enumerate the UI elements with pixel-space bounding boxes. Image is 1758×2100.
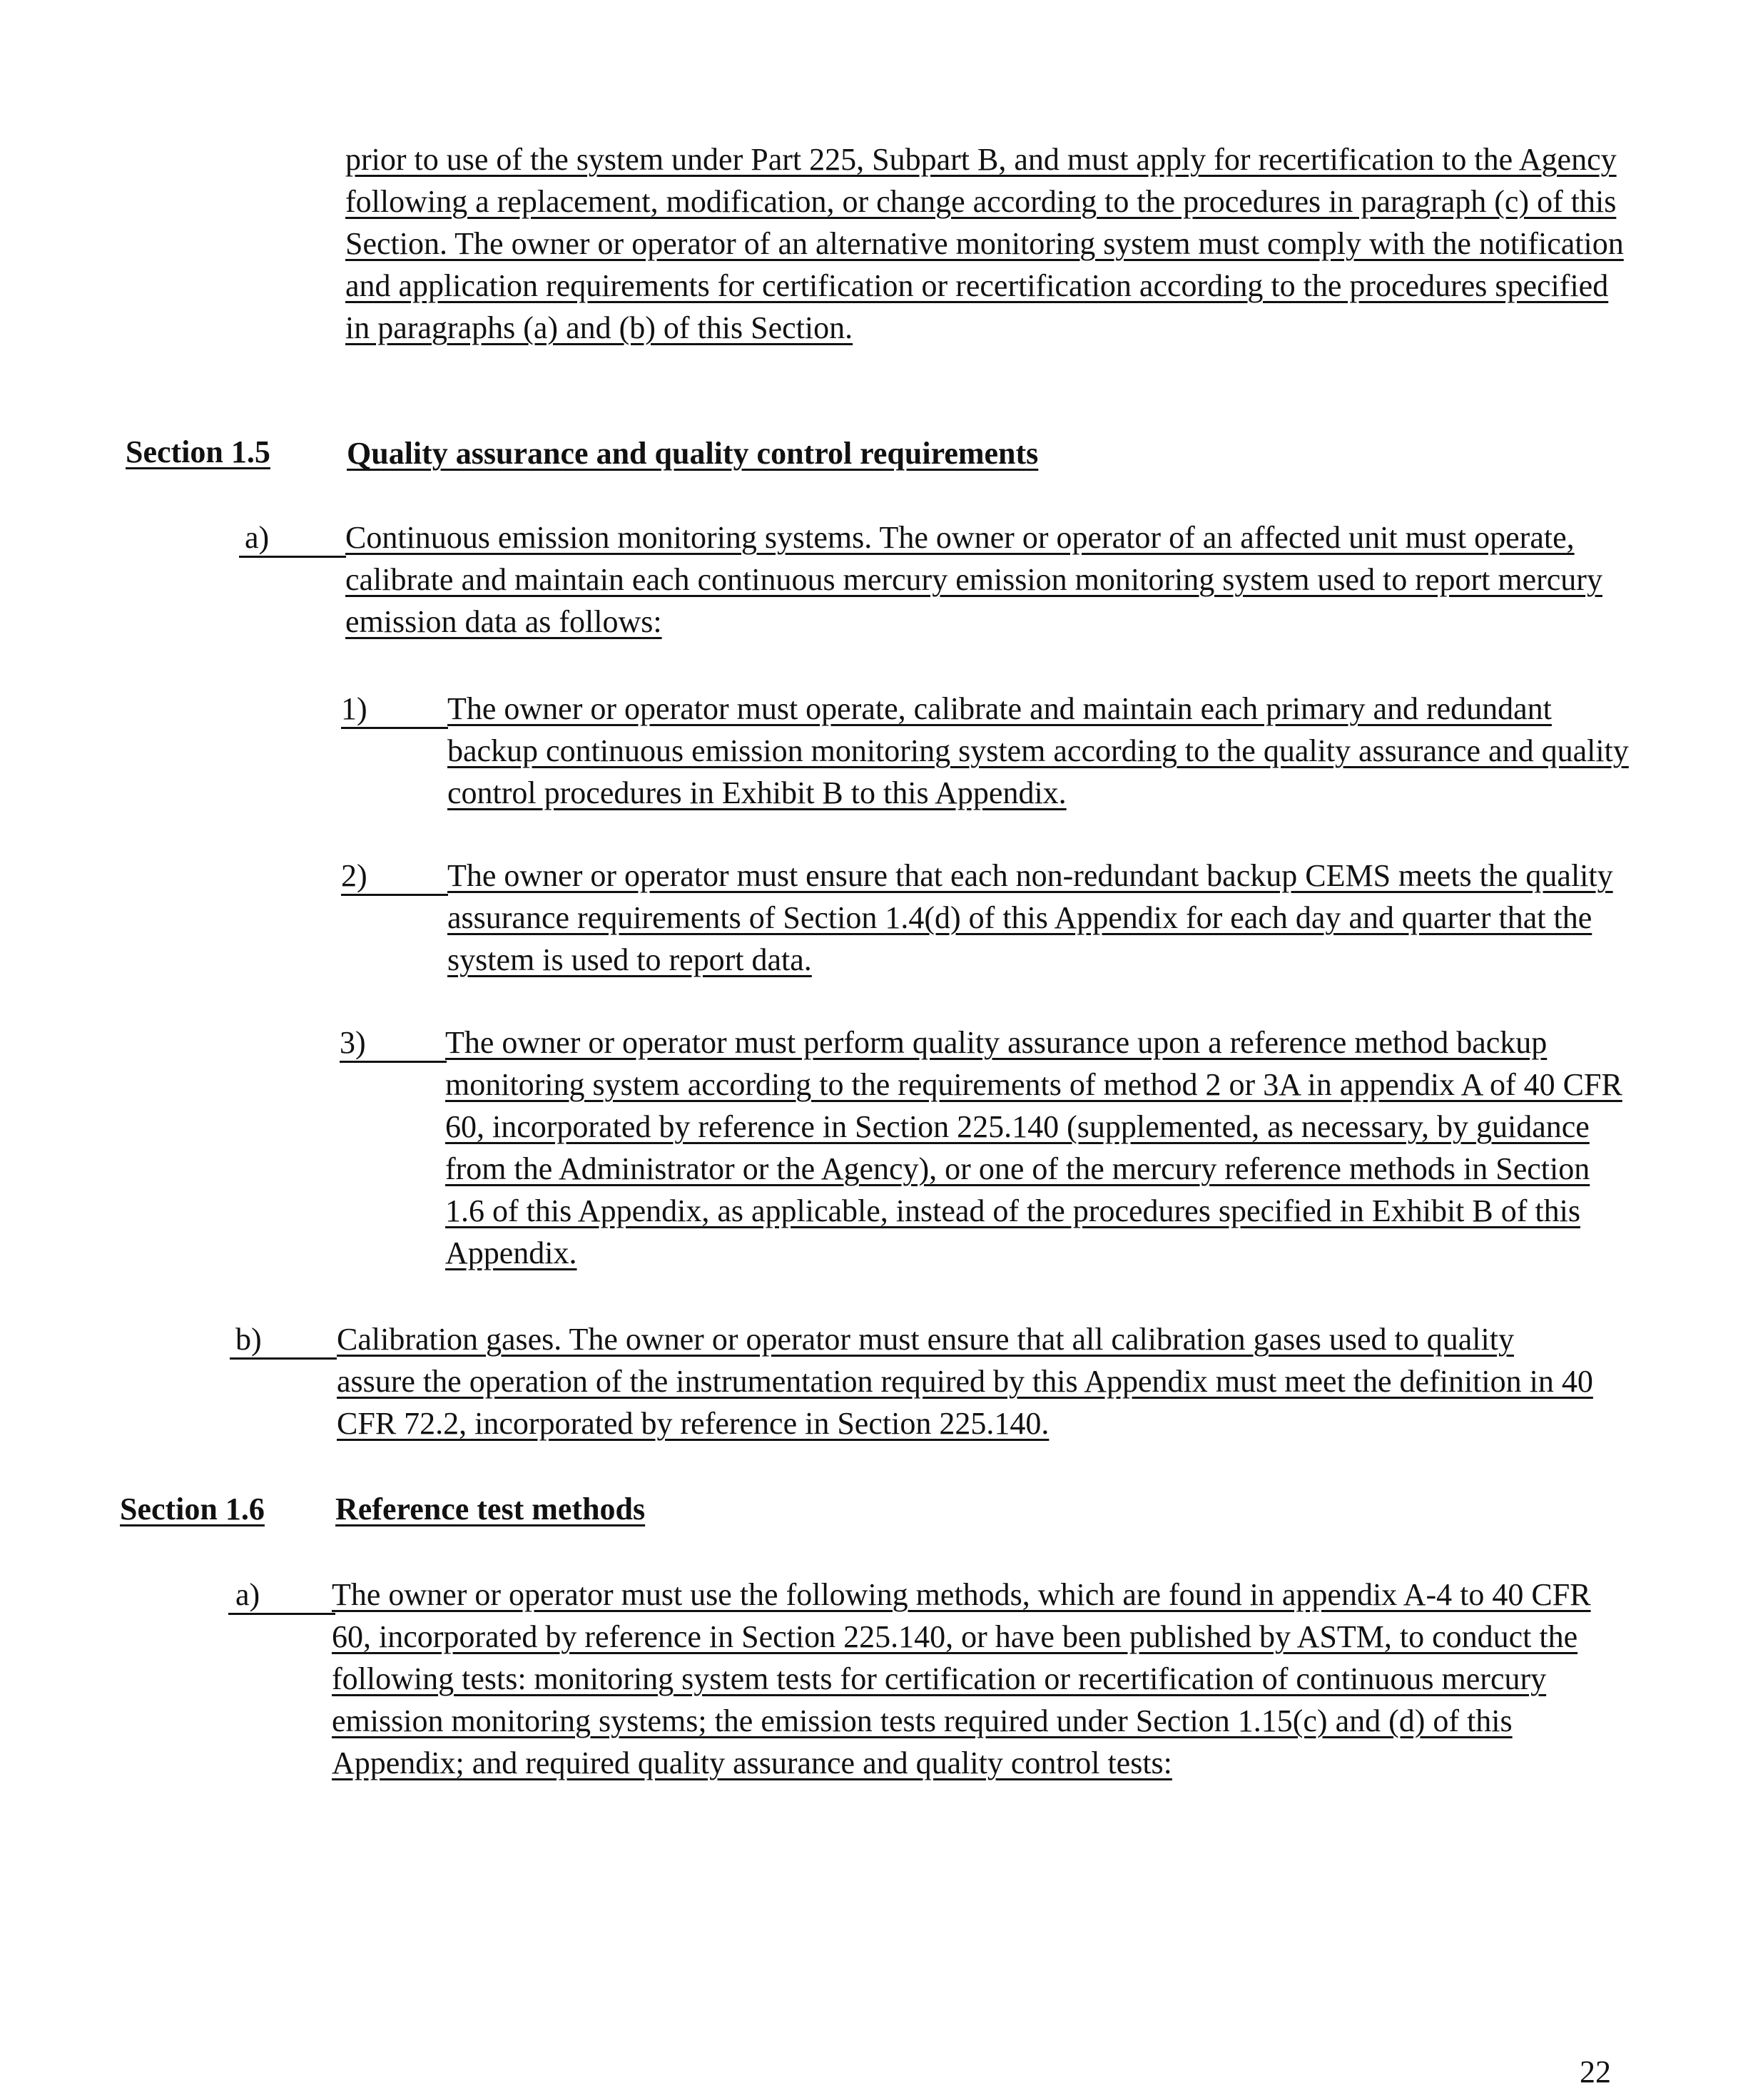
item-3-label: 3) [340,1021,447,1064]
section-1-5-b-label: b) [230,1318,337,1360]
section-1-5-b-paragraph: Calibration gases. The owner or operator must ensure that all calibration gases used to quality assure the operation of the instrumentation required by this Appendix must meet the definition in 40 CFR 72.2, incorporated by reference in Section 225.140. [337,1322,1593,1441]
item-1-paragraph: The owner or operator must operate, calibrate and maintain each primary and redundant backup continuous emission monitoring system according to the quality assurance and quality control procedures in Exhibit B to this Appendix. [447,691,1629,810]
page-number: 22 [1580,2054,1611,2089]
item-2-paragraph: The owner or operator must ensure that each non-redundant backup CEMS meets the quality assurance requirements of Section 1.4(d) of this Appendix for each day and quarter that the system is used to report data. [447,858,1613,977]
section-1-6-a-paragraph: The owner or operator must use the following methods, which are found in appendix A-4 to 40 CFR 60, incorporated by reference in Section 225.140, or have been published by ASTM, to conduct the following tests: monitoring system tests for certification or recertification of continuous mercury emission monitoring systems; the emission tests required under Section 1.15(c) and (d) of this Appendix; and required quality assurance and quality control tests: [332,1577,1591,1780]
section-1-6-title: Reference test methods [335,1492,646,1526]
section-1-5-number: Section 1.5 [126,434,270,469]
section-1-5-a-paragraph: Continuous emission monitoring systems. The owner or operator of an affected unit must operate, calibrate and maintain each continuous mercury emission monitoring system used to report mercury emission data as follows: [345,520,1602,639]
section-1-6-number: Section 1.6 [120,1492,265,1526]
section-1-6-a-label: a) [228,1574,335,1616]
item-2-label: 2) [341,855,448,897]
intro-paragraph: prior to use of the system under Part 225, Subpart B, and must apply for recertification to the Agency following a replacement, modification, or change according to the procedures in paragraph (c) of this Section. The owner or operator of an alternative monitoring system must comply with the notification and application requirements for certification or recertification according to the procedures specified in paragraphs (a) and (b) of this Section. [345,142,1624,345]
item-3-paragraph: The owner or operator must perform quality assurance upon a reference method backup monitoring system according to the requirements of method 2 or 3A in appendix A of 40 CFR 60, incorporated by reference in Section 225.140 (supplemented, as necessary, by guidance from the Administrator or the Agency), or one of the mercury reference methods in Section 1.6 of this Appendix, as applicable, instead of the procedures specified in Exhibit B of this Appendix. [445,1025,1622,1270]
section-1-5-a-label: a) [239,516,346,559]
section-1-5-title: Quality assurance and quality control requirements [347,436,1039,471]
item-1-label: 1) [341,688,448,730]
